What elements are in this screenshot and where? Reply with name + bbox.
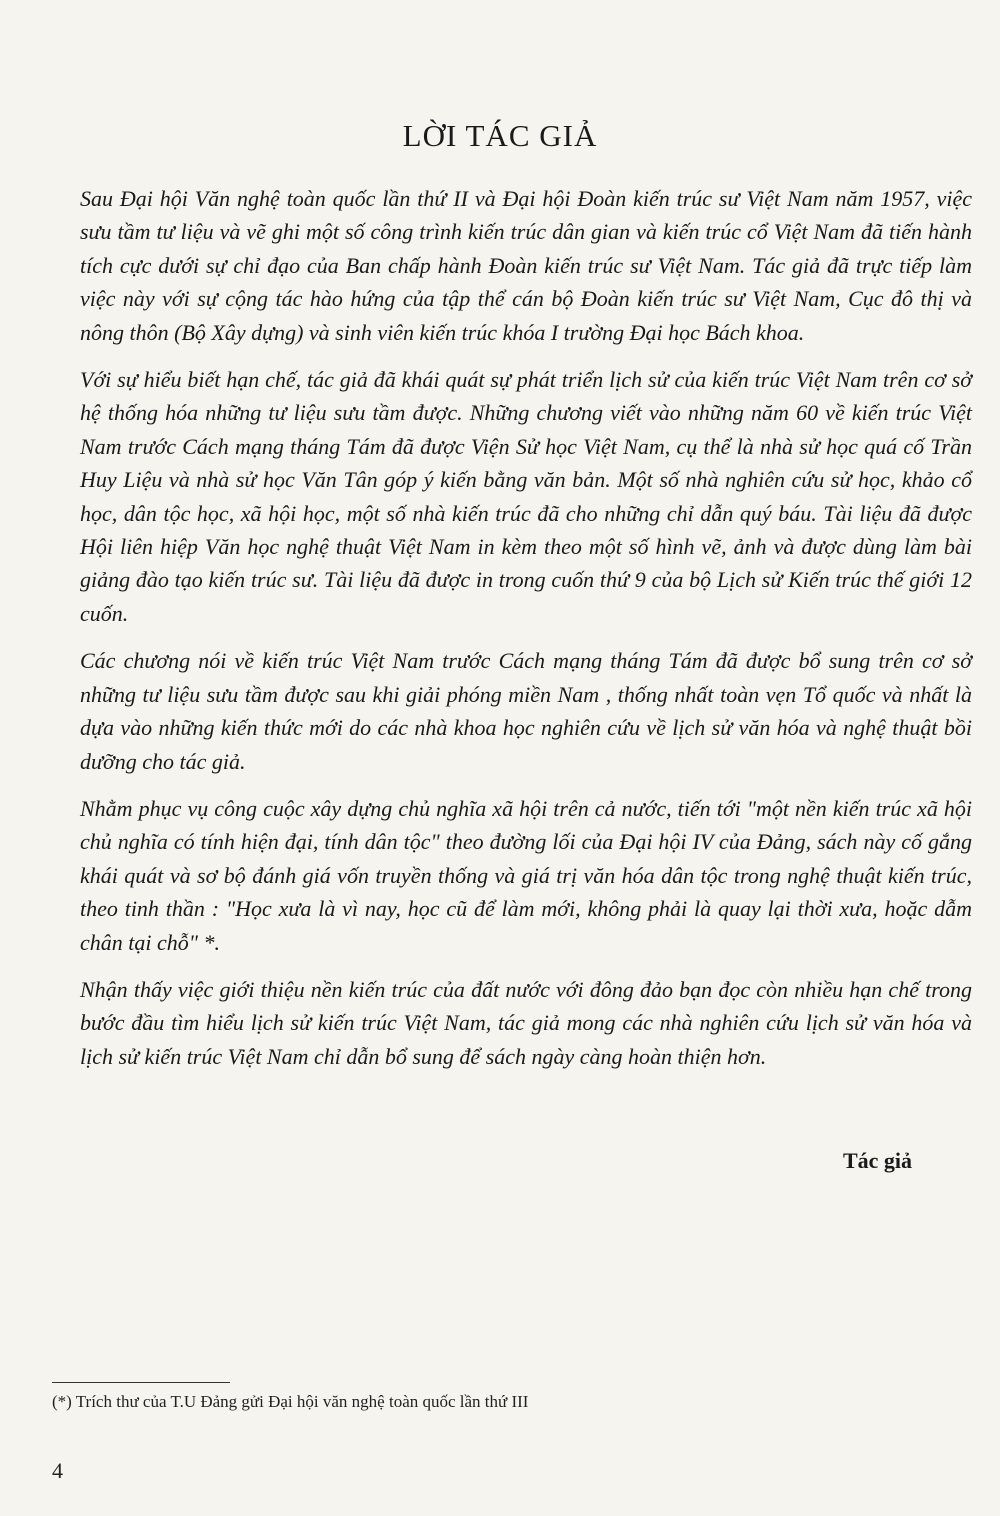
footnote: (*) Trích thư của T.U Đảng gửi Đại hội văn nghệ toàn quốc lần thứ III [52,1392,529,1411]
paragraph-2: Với sự hiểu biết hạn chế, tác giả đã khái quát sự phát triển lịch sử của kiến trúc Việt Nam trên cơ sở hệ thống hóa những tư liệu sưu tầm được. Những chương viết vào những năm 60 về kiến trúc Việt Nam trước Cách mạng tháng Tám đã được Viện Sử học Việt Nam, cụ thể là nhà sử học quá cố Trần Huy Liệu và nhà sử học Văn Tân góp ý kiến bằng văn bản. Một số nhà nghiên cứu sử học, khảo cổ học, dân tộc học, xã hội học, một số nhà kiến trúc đã cho những chỉ dẫn quý báu. Tài liệu đã được Hội liên hiệp Văn học nghệ thuật Việt Nam in kèm theo một số hình vẽ, ảnh và được dùng làm bài giảng đào tạo kiến trúc sư. Tài liệu đã được in trong cuốn thứ 9 của bộ Lịch sử Kiến trúc thế giới 12 cuốn. [80,367,972,626]
paragraph-5: Nhận thấy việc giới thiệu nền kiến trúc của đất nước với đông đảo bạn đọc còn nhiều hạn chế trong bước đầu tìm hiểu lịch sử kiến trúc Việt Nam, tác giả mong các nhà nghiên cứu lịch sử văn hóa và lịch sử kiến trúc Việt Nam chỉ dẫn bổ sung để sách ngày càng hoàn thiện hơn. [80,976,972,1069]
paragraph-3: Các chương nói về kiến trúc Việt Nam trước Cách mạng tháng Tám đã được bổ sung trên cơ sở những tư liệu sưu tầm được sau khi giải phóng miền Nam , thống nhất toàn vẹn Tổ quốc và nhất là dựa vào những kiến thức mới do các nhà khoa học nghiên cứu về lịch sử văn hóa và nghệ thuật bồi dưỡng cho tác giả. [80,648,972,774]
page-number: 4 [52,1458,63,1483]
paragraph-4: Nhằm phục vụ công cuộc xây dựng chủ nghĩa xã hội trên cả nước, tiến tới "một nền kiến trúc xã hội chủ nghĩa có tính hiện đại, tính dân tộc" theo đường lối của Đại hội IV của Đảng, sách này cố gắng khái quát và sơ bộ đánh giá vốn truyền thống và giá trị văn hóa dân tộc trong nghệ thuật kiến trúc, theo tinh thần : "Học xưa là vì nay, học cũ để làm mới, không phải là quay lại thời xưa, hoặc dẫm chân tại chỗ" *. [80,795,972,955]
author-signature: Tác giả [842,1148,912,1173]
preface-body [80,182,972,1087]
page-title: LỜI TÁC GIẢ [402,118,598,153]
footnote-divider [52,1382,230,1383]
paragraph-1: Sau Đại hội Văn nghệ toàn quốc lần thứ II và Đại hội Đoàn kiến trúc sư Việt Nam năm 1957, việc sưu tầm tư liệu và vẽ ghi một số công trình kiến trúc dân gian và kiến trúc cổ Việt Nam đã tiến hành tích cực dưới sự chỉ đạo của Ban chấp hành Đoàn kiến trúc sư Việt Nam. Tác giả đã trực tiếp làm việc này với sự cộng tác hào hứng của tập thể cán bộ Đoàn kiến trúc sư Việt Nam, Cục đô thị và nông thôn (Bộ Xây dựng) và sinh viên kiến trúc khóa I trường Đại học Bách khoa. [80,186,972,345]
